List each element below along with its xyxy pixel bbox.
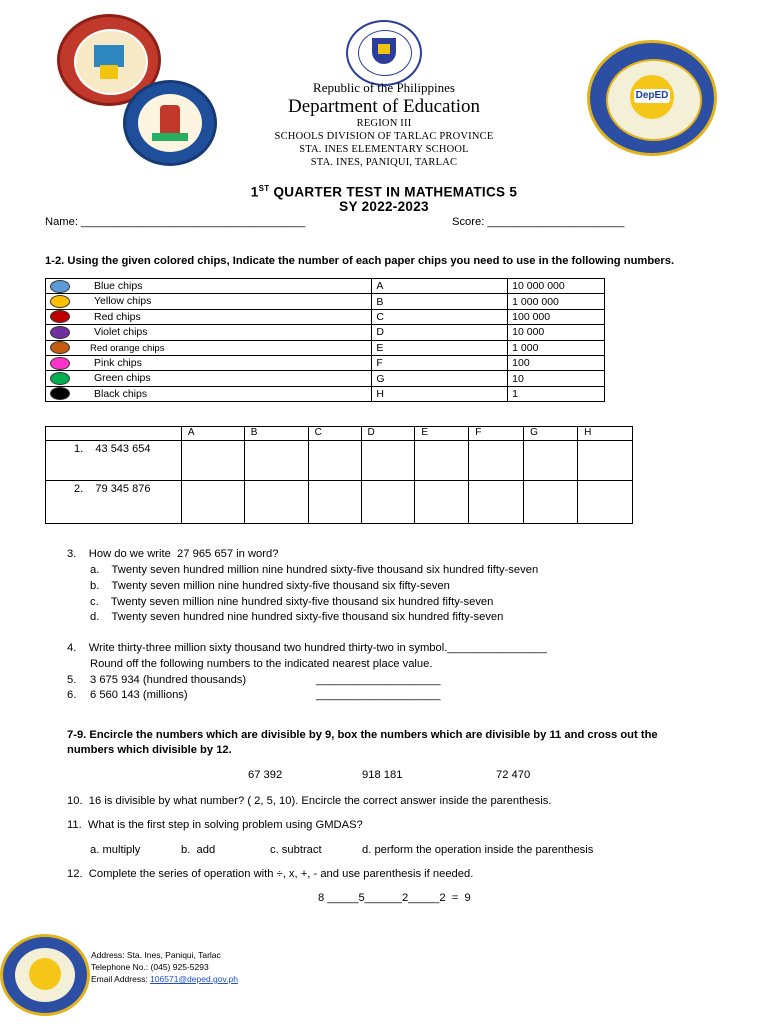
answer-cell[interactable] [578, 481, 633, 524]
score-field[interactable]: Score: ______________________ [452, 216, 625, 228]
chip-label: Blue chips [94, 279, 143, 292]
answer-cell[interactable] [469, 441, 524, 481]
footer-email-link[interactable]: 106571@deped.gov.ph [150, 974, 238, 984]
chip-dot-icon [50, 295, 70, 308]
chip-label: Violet chips [94, 326, 148, 339]
footer-school-seal-logo [0, 934, 90, 1016]
chip-label: Black chips [94, 387, 148, 400]
q3-option-c[interactable]: c. Twenty seven million nine hundred sixty-five thousand six hundred fifty-seven [90, 596, 494, 608]
answer-cell[interactable] [524, 481, 578, 524]
answer-cell[interactable] [361, 441, 415, 481]
chips-table [45, 278, 605, 402]
chip-row [46, 294, 605, 309]
q6-number: 6. [67, 689, 77, 701]
q11-option-a[interactable]: a. multiply [90, 844, 141, 856]
answer-grid-row-1 [46, 441, 633, 481]
chip-letter: B [372, 294, 508, 309]
chip-cell [46, 325, 372, 340]
chip-row [46, 386, 605, 401]
q6-answer-blank[interactable]: ____________________ [316, 689, 441, 701]
grid-header-b: B [244, 427, 308, 441]
chip-cell [46, 355, 372, 370]
q6-text: 6 560 143 (millions) [90, 689, 188, 701]
chip-dot-icon [50, 387, 70, 400]
chip-row [46, 371, 605, 386]
answer-cell[interactable] [415, 441, 469, 481]
answer-grid-header-row [46, 427, 633, 441]
chip-label: Green chips [94, 372, 151, 385]
answer-cell[interactable] [578, 441, 633, 481]
chip-dot-icon [50, 280, 70, 293]
chip-dot-icon [50, 341, 70, 354]
q12-stem: 12. Complete the series of operation with ÷, x, +, - and use parenthesis if needed. [67, 868, 474, 880]
answer-cell[interactable] [308, 481, 361, 524]
grid-header-c: C [308, 427, 361, 441]
answer-cell[interactable] [361, 481, 415, 524]
chip-cell [46, 386, 372, 401]
q9-number[interactable]: 72 470 [496, 769, 531, 781]
footer-telephone: Telephone No.: (045) 925-5293 [91, 962, 209, 972]
q11-option-c[interactable]: c. subtract [270, 844, 322, 856]
answer-grid-row-2 [46, 481, 633, 524]
q11-option-b[interactable]: b. add [181, 844, 216, 856]
header-department: Department of Education [287, 96, 481, 117]
grid-header-g: G [524, 427, 578, 441]
q10-text: 10. 16 is divisible by what number? ( 2, 5, 10). Encircle the correct answer inside the parenthesis. [67, 795, 552, 807]
name-field[interactable]: Name: ____________________________________ [45, 216, 306, 228]
chip-cell [46, 340, 372, 355]
footer-email [91, 974, 238, 984]
footer-email-label: Email Address: [91, 974, 151, 984]
chip-value: 10 000 [508, 325, 605, 340]
chip-value: 10 [508, 371, 605, 386]
q7-9-instruction-line2: numbers which divisible by 12. [67, 744, 232, 756]
chip-dot-icon [50, 357, 70, 370]
q3-option-d[interactable]: d. Twenty seven hundred nine hundred sixty-five thousand six hundred fifty-seven [90, 611, 504, 623]
q3-option-a[interactable]: a. Twenty seven hundred million nine hundred sixty-five thousand six hundred fifty-seven [90, 564, 539, 576]
school-year: SY 2022-2023 [339, 199, 429, 214]
header-republic: Republic of the Philippines [313, 80, 455, 95]
header-division: SCHOOLS DIVISION OF TARLAC PROVINCE [274, 131, 494, 142]
chip-row [46, 309, 605, 324]
header-region: REGION III [356, 118, 412, 129]
answer-cell[interactable] [181, 441, 244, 481]
chip-value: 1 [508, 386, 605, 401]
chip-letter: A [372, 279, 508, 294]
chip-letter: H [372, 386, 508, 401]
q3-stem: 3. How do we write 27 965 657 in word? [67, 548, 279, 560]
answer-cell[interactable] [244, 481, 308, 524]
q8-number[interactable]: 918 181 [362, 769, 403, 781]
chip-letter: D [372, 325, 508, 340]
chip-row [46, 279, 605, 294]
q11-stem: 11. What is the first step in solving problem using GMDAS? [67, 819, 363, 831]
chip-dot-icon [50, 310, 70, 323]
chip-cell [46, 371, 372, 386]
q11-option-d[interactable]: d. perform the operation inside the parenthesis [362, 844, 594, 856]
q5-text: 3 675 934 (hundred thousands) [90, 674, 247, 686]
round-instruction: Round off the following numbers to the indicated nearest place value. [90, 658, 433, 670]
answer-cell[interactable] [181, 481, 244, 524]
answer-cell[interactable] [244, 441, 308, 481]
q5-answer-blank[interactable]: ____________________ [316, 674, 441, 686]
answer-grid [45, 426, 633, 524]
answer-cell[interactable] [415, 481, 469, 524]
chip-letter: E [372, 340, 508, 355]
test-title: 1ST QUARTER TEST IN MATHEMATICS 5 [250, 184, 518, 200]
chip-value: 100 000 [508, 309, 605, 324]
chip-dot-icon [50, 326, 70, 339]
chip-dot-icon [50, 372, 70, 385]
chip-cell [46, 294, 372, 309]
chip-label: Red orange chips [90, 342, 165, 354]
chip-value: 10 000 000 [508, 279, 605, 294]
q12-equation[interactable]: 8 _____5______2_____2 = 9 [318, 892, 471, 904]
grid-header-h: H [578, 427, 633, 441]
chip-label: Pink chips [94, 356, 142, 369]
chip-label: Red chips [94, 310, 141, 323]
answer-grid-corner [46, 427, 182, 441]
chip-value: 1 000 [508, 340, 605, 355]
q1-2-instruction: 1-2. Using the given colored chips, Indicate the number of each paper chips you need to use in the following numbers. [45, 255, 675, 267]
q7-9-instruction-line1: 7-9. Encircle the numbers which are divisible by 9, box the numbers which are divisible by 11 and cross out the [67, 729, 658, 741]
q4-text[interactable]: 4. Write thirty-three million sixty thousand two hundred thirty-two in symbol.________________ [67, 642, 547, 654]
header-school: STA. INES ELEMENTARY SCHOOL [299, 144, 469, 155]
deped-brand-text: DepED [635, 90, 669, 101]
chip-row [46, 355, 605, 370]
chip-value: 100 [508, 355, 605, 370]
footer-address: Address: Sta. Ines, Paniqui, Tarlac [91, 950, 221, 960]
grid-header-d: D [361, 427, 415, 441]
deped-seal-logo [346, 20, 422, 86]
answer-cell[interactable] [308, 441, 361, 481]
chip-value: 1 000 000 [508, 294, 605, 309]
answer-cell[interactable] [469, 481, 524, 524]
chip-letter: G [372, 371, 508, 386]
q5-number: 5. [67, 674, 77, 686]
q3-option-b[interactable]: b. Twenty seven million nine hundred sixty-five thousand six fifty-seven [90, 580, 450, 592]
answer-cell[interactable] [524, 441, 578, 481]
chip-letter: F [372, 355, 508, 370]
chip-cell [46, 309, 372, 324]
chip-row [46, 325, 605, 340]
q7-number[interactable]: 67 392 [248, 769, 283, 781]
header-address: STA. INES, PANIQUI, TARLAC [310, 157, 458, 168]
chip-letter: C [372, 309, 508, 324]
grid-header-e: E [415, 427, 469, 441]
grid-header-a: A [181, 427, 244, 441]
chip-label: Yellow chips [94, 295, 152, 308]
chip-cell [46, 279, 372, 294]
grid-row-label: 2. 79 345 876 [46, 481, 182, 524]
grid-header-f: F [469, 427, 524, 441]
grid-row-label: 1. 43 543 654 [46, 441, 182, 481]
chip-row [46, 340, 605, 355]
